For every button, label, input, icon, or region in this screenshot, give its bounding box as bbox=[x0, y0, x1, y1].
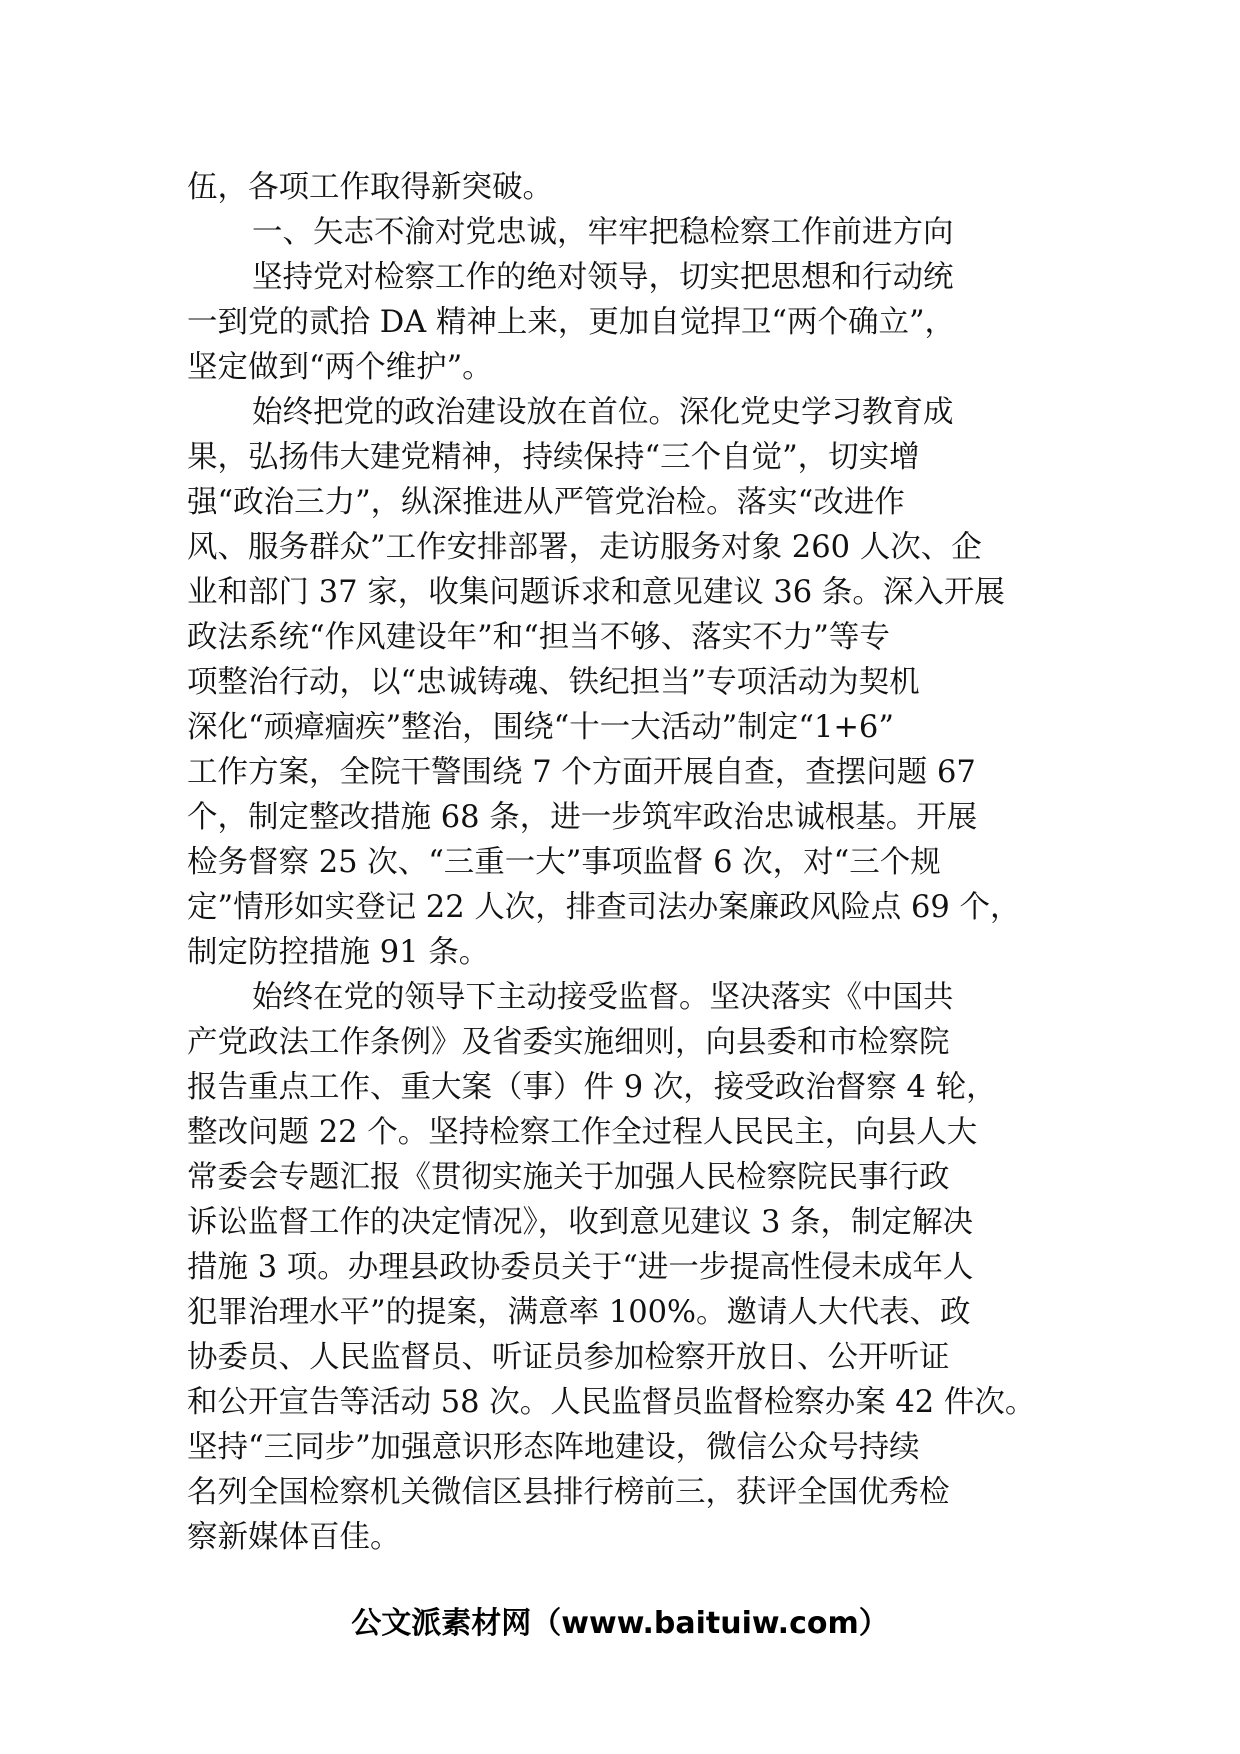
text-line: 整改问题 22 个。坚持检察工作全过程人民民主，向县人大 bbox=[187, 1115, 978, 1150]
text-line: 业和部门 37 家，收集问题诉求和意见建议 36 条。深入开展 bbox=[187, 575, 1005, 610]
text-line: 协委员、人民监督员、听证员参加检察开放日、公开听证 bbox=[187, 1340, 950, 1375]
footer-watermark: 公文派素材网（www.baituiw.com） bbox=[351, 1606, 889, 1641]
document-body bbox=[187, 165, 1057, 1560]
text-line: 坚定做到“两个维护”。 bbox=[187, 350, 493, 385]
text-line: 风、服务群众”工作安排部署，走访服务对象 260 人次、企 bbox=[187, 530, 982, 565]
text-line: 深化“顽瘴痼疾”整治，围绕“十一大活动”制定“1+6” bbox=[187, 710, 894, 745]
text-line: 伍，各项工作取得新突破。 bbox=[187, 170, 553, 205]
text-line: 一、矢志不渝对党忠诚，牢牢把稳检察工作前进方向 bbox=[252, 215, 954, 250]
text-line: 常委会专题汇报《贯彻实施关于加强人民检察院民事行政 bbox=[187, 1160, 950, 1195]
text-line: 一到党的贰拾 DA 精神上来，更加自觉捍卫“两个确立”， bbox=[187, 305, 956, 340]
text-line: 定”情形如实登记 22 人次，排查司法办案廉政风险点 69 个， bbox=[187, 890, 1021, 925]
text-line: 检务督察 25 次、“三重一大”事项监督 6 次，对“三个规 bbox=[187, 845, 941, 880]
text-line: 个，制定整改措施 68 条，进一步筑牢政治忠诚根基。开展 bbox=[187, 800, 978, 835]
text-line: 坚持“三同步”加强意识形态阵地建设，微信公众号持续 bbox=[187, 1430, 920, 1465]
text-line: 诉讼监督工作的决定情况》，收到意见建议 3 条，制定解决 bbox=[187, 1205, 974, 1240]
text-line: 和公开宣告等活动 58 次。人民监督员监督检察办案 42 件次。 bbox=[187, 1385, 1036, 1420]
text-line: 措施 3 项。办理县政协委员关于“进一步提高性侵未成年人 bbox=[187, 1250, 974, 1285]
text-line: 产党政法工作条例》及省委实施细则，向县委和市检察院 bbox=[187, 1025, 950, 1060]
text-line: 名列全国检察机关微信区县排行榜前三，获评全国优秀检 bbox=[187, 1475, 950, 1510]
text-line: 果，弘扬伟大建党精神，持续保持“三个自觉”，切实增 bbox=[187, 440, 920, 475]
text-line: 犯罪治理水平”的提案，满意率 100%。邀请人大代表、政 bbox=[187, 1295, 971, 1330]
text-line: 强“政治三力”，纵深推进从严管党治检。落实“改进作 bbox=[187, 485, 905, 520]
text-line: 工作方案，全院干警围绕 7 个方面开展自查，查摆问题 67 bbox=[187, 755, 976, 790]
text-line: 察新媒体百佳。 bbox=[187, 1520, 401, 1555]
text-line: 始终把党的政治建设放在首位。深化党史学习教育成 bbox=[252, 395, 954, 430]
text-line: 始终在党的领导下主动接受监督。坚决落实《中国共 bbox=[252, 980, 954, 1015]
text-line: 项整治行动，以“忠诚铸魂、铁纪担当”专项活动为契机 bbox=[187, 665, 920, 700]
text-line: 坚持党对检察工作的绝对领导，切实把思想和行动统 bbox=[252, 260, 954, 295]
text-line: 报告重点工作、重大案（事）件 9 次，接受政治督察 4 轮， bbox=[187, 1070, 997, 1105]
text-line: 政法系统“作风建设年”和“担当不够、落实不力”等专 bbox=[187, 620, 890, 655]
text-line: 制定防控措施 91 条。 bbox=[187, 935, 490, 970]
